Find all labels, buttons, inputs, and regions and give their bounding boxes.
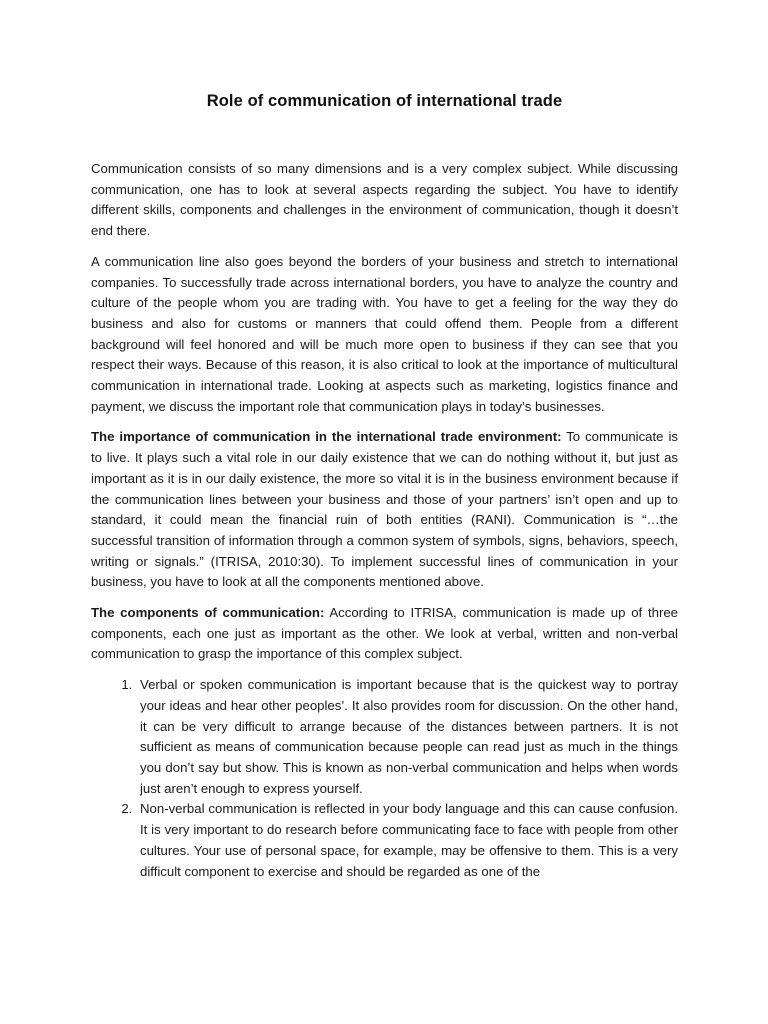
list-item-text: Verbal or spoken communication is important because that is the quickest way to portray your ideas and hear other peoples’. It also provides room for discussion. On the other hand, it can be very difficult to arrange because of the distances between partners. It is not sufficient as means of communication because people can read just as much in the things you don’t say but show. This is known as non-verbal communication and helps when words just aren’t enough to express yourself. (140, 677, 678, 796)
paragraph-text: According to ITRISA, communication is made up of three components, each one just as important as the other. We look at verbal, written and non-verbal communication to grasp the importance of this complex subject. (91, 605, 679, 662)
document-title: Role of communication of international trade (206, 92, 563, 110)
numbered-list (91, 675, 678, 882)
paragraph-text: A communication line also goes beyond the borders of your business and stretch to international companies. To successfully trade across international borders, you have to analyze the country and culture of the people whom you are trading with. You have to get a feeling for the way they do business and also for customs or manners that could offend them. People from a different background will feel honored and will be much more open to business if they can see that you respect their ways. Because of this reason, it is also critical to look at the importance of multicultural communication in international trade. Looking at aspects such as marketing, logistics finance and payment, we discuss the important role that communication plays in today’s businesses. (91, 253, 678, 414)
list-item (136, 799, 678, 882)
document-page (91, 92, 678, 882)
paragraph-intro (91, 159, 678, 242)
paragraph-text: To communicate is to live. It plays such a vital role in our daily existence that we can do nothing without it, but just as important as it is in our daily existence, the more so vital it is in the business environment because if the communication lines between your business and those of your partners’ isn’t open and up to standard, it could mean the financial ruin of both entities (RANI). Communication is “…the successful transition of information through a common system of symbols, signs, behaviors, speech, writing or signals.” (ITRISA, 2010:30). To implement successful lines of communication in your business, you have to look at all the components mentioned above. (91, 429, 678, 590)
paragraph-heading: The components of communication: (91, 605, 325, 621)
paragraph-borders (91, 252, 678, 418)
paragraph-importance (91, 427, 678, 593)
paragraph-components (91, 603, 678, 665)
paragraph-text: Communication consists of so many dimensions and is a very complex subject. While discussing communication, one has to look at several aspects regarding the subject. You have to identify different skills, components and challenges in the environment of communication, though it doesn’t end there. (91, 161, 678, 239)
paragraph-heading: The importance of communication in the international trade environment: (91, 429, 562, 445)
list-item-text: Non-verbal communication is reflected in your body language and this can cause confusion. It is very important to do research before communicating face to face with people from other cultures. Your use of personal space, for example, may be offensive to them. This is a very difficult component to exercise and should be regarded as one of the (140, 801, 678, 879)
list-item (136, 675, 678, 799)
